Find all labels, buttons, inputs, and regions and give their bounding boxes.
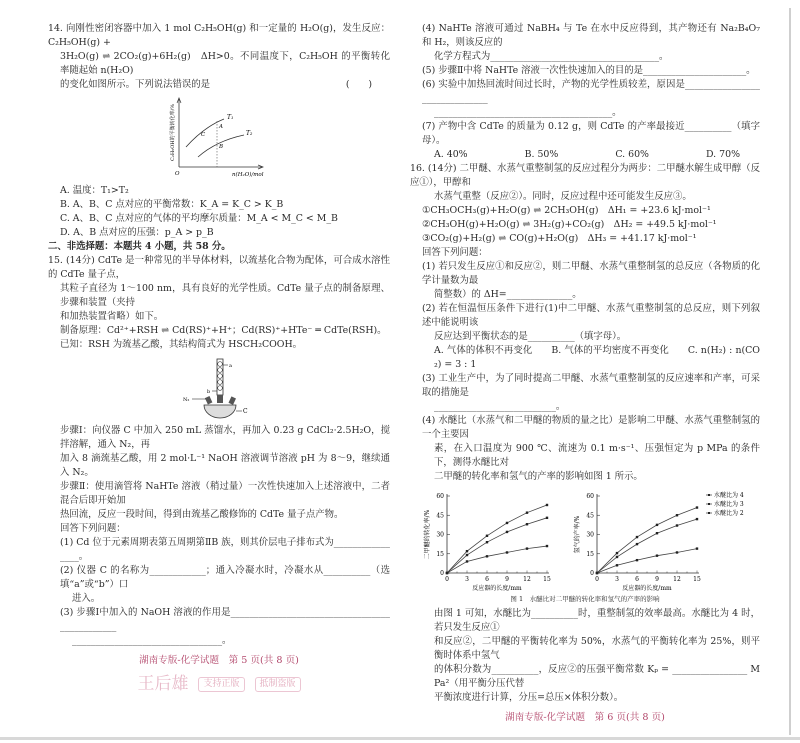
series-line-1	[597, 508, 697, 573]
q16-line: 和反应②，二甲醚的平衡转化率为 50%，水蒸气的平衡转化率为 25%，则平衡时体系中氢气	[434, 636, 760, 661]
q16-line: (3) 工业生产中，为了同时提高二甲醚、水蒸气重整制氢的反应速率和产率，可采取的措施是	[422, 373, 760, 398]
data-point	[636, 536, 638, 538]
q14-stem-line: 3H₂O(g) ⇌ 2CO₂(g)+6H₂(g) ΔH>0。不同温度下，C₂H₅OH 的平衡转化率随起始 n(H₂O)	[60, 51, 390, 76]
data-point	[466, 550, 468, 552]
footer-page-5: 湖南专版-化学试题 第 5 页(共 8 页)	[139, 655, 299, 666]
footer-page-6: 湖南专版-化学试题 第 6 页(共 8 页)	[505, 712, 665, 723]
y-tick-label: 45	[586, 512, 594, 520]
q16-line: 水蒸气重整（反应②）。同时，反应过程中还可能发生反应③。	[434, 191, 692, 202]
legend-label: 水醚比为 4	[714, 492, 744, 499]
chart-h2-yield	[560, 488, 760, 594]
q16-line: 16. (14分) 二甲醚、水蒸气重整制氢的反应过程分为两步：二甲醚水解生成甲醇（反应①），甲醇和	[410, 163, 760, 188]
data-point	[486, 555, 488, 557]
data-point	[486, 535, 488, 537]
data-point	[466, 560, 468, 562]
data-point	[676, 524, 678, 526]
data-point	[526, 547, 528, 549]
y-tick-label: 60	[436, 493, 444, 500]
data-point	[466, 554, 468, 556]
q16-line: (1) 若只发生反应①和反应②，则二甲醚、水蒸气重整制氢的总反应（各物质的化学计量数为最	[422, 261, 760, 286]
q14-ylabel: C₂H₅OH的平衡转化率/%	[170, 103, 176, 161]
q16-line: 反应达到平衡状态的是__________（填字母）。	[434, 331, 627, 342]
data-point	[506, 551, 508, 553]
legend-label: 水醚比为 2	[714, 510, 744, 517]
q15-sub-question: (7) 产物中含 CdTe 的质量为 0.12 g，则 CdTe 的产率最接近__________（填字母）。	[422, 121, 760, 146]
x-tick-label: 15	[543, 576, 551, 583]
q16-option: A. 气体的体积不再变化 B. 气体的平均密度不再变化 C. n(H₂) : n(CO₂) = 3 : 1	[434, 345, 760, 370]
legend-marker	[708, 512, 710, 514]
q16-line: 的体积分数为__________，反应②的压强平衡常数 Kₚ = ________________ MPa²（用平衡分压代替	[434, 664, 760, 689]
data-point	[446, 572, 448, 574]
y-tick-label: 0	[590, 570, 594, 577]
q14-label-t2: T₂	[246, 130, 253, 137]
y-tick-label: 0	[440, 570, 444, 577]
data-point	[656, 554, 658, 556]
data-point	[526, 523, 528, 525]
q14-option: A. 温度：T₁>T₂	[60, 185, 129, 196]
flask-neck	[228, 396, 235, 404]
x-tick-label: 12	[523, 576, 531, 583]
q14-origin: O	[175, 171, 180, 177]
data-point	[526, 511, 528, 513]
q15-7-option: A. 40%	[434, 149, 468, 160]
q15-7-option: B. 50%	[524, 149, 559, 160]
q16-equation: ①CH₃OCH₃(g)+H₂O(g) ⇌ 2CH₃OH(g) ΔH₁ = +23.6 kJ·mol⁻¹	[422, 205, 711, 216]
q16-line: 二甲醚的转化率和氢气的产率的影响如图 1 所示。	[434, 471, 643, 482]
data-point	[696, 518, 698, 520]
data-point	[546, 517, 548, 519]
q15-step-line: 步骤Ⅱ：使用滴管将 NaHTe 溶液（稍过量）一次性快速加入上述溶液中，二者混合后即开始加	[60, 481, 390, 506]
apparatus-label-b: b	[206, 389, 210, 395]
legend-marker	[708, 494, 710, 496]
q15-step-line: 步骤Ⅰ：向仪器 C 中加入 250 mL 蒸馏水，再加入 0.23 g CdCl₂·2.5H₂O，搅拌溶解，通入 N₂，再	[60, 425, 390, 450]
figure-1-caption: 图 1 水醚比对二甲醚的转化率和氢气的产率的影响	[510, 595, 660, 603]
q16-line: 简整数）的 ΔH=______________。	[434, 289, 582, 300]
q15-sub-question: 化学方程式为____________________________________。	[434, 51, 669, 62]
q14-xlabel: n(H₂O)/mol	[232, 172, 264, 178]
q14-stem-line: 14. 向刚性密闭容器中加入 1 mol C₂H₅OH(g) 和一定量的 H₂O(g)，发生反应：C₂H₅OH(g) +	[48, 23, 390, 48]
q15-answer-blank[interactable]: ______________________________________。	[434, 107, 622, 118]
y-axis-label: 氢气的产率/%	[574, 515, 581, 554]
q15-stem-line: 其粒子直径为 1～100 nm，具有良好的光学性质。CdTe 量子点的制备原理、步骤和装置（夹持	[60, 283, 390, 308]
y-tick-label: 15	[586, 550, 594, 558]
data-point	[616, 552, 618, 554]
q15-known: 已知：RSH 为巯基乙酸，其结构简式为 HSCH₂COOH。	[60, 339, 303, 350]
q15-answer-blank[interactable]: ________________________________。	[72, 635, 232, 646]
apparatus-label-n2: N₂	[182, 397, 189, 403]
y-tick-label: 30	[436, 531, 444, 539]
data-point	[506, 531, 508, 533]
y-tick-label: 60	[586, 493, 594, 500]
legend-marker	[708, 503, 710, 505]
q15-stem-line: 15. (14分) CdTe 是一种常见的半导体材料，以巯基化合物为配体，可合成水溶性的 CdTe 量子点，	[48, 255, 390, 280]
flask-neck	[204, 396, 211, 404]
x-tick-label: 3	[615, 576, 619, 583]
q14-label-t1: T₁	[227, 114, 234, 121]
chart-dme-conversion	[410, 488, 560, 594]
q15-step-line: 热回流，反应一段时间，得到由巯基乙酸修饰的 CdTe 量子点产物。	[60, 509, 344, 520]
section-heading: 二、非选择题：本题共 4 小题，共 58 分。	[48, 241, 231, 252]
x-tick-label: 6	[635, 576, 639, 583]
data-point	[676, 514, 678, 516]
y-tick-label: 30	[586, 531, 594, 539]
flask-neck	[217, 395, 223, 403]
q16-answer-blank[interactable]: __________________________。	[434, 401, 566, 412]
y-axis-label: 二甲醚的转化率/%	[424, 509, 431, 560]
q16-equation: ②CH₃OH(g)+H₂O(g) ⇌ 3H₂(g)+CO₂(g) ΔH₂ = +49.5 kJ·mol⁻¹	[422, 219, 717, 230]
figure-1	[410, 488, 760, 594]
q16-line: (4) 水醚比（水蒸气和二甲醚的物质的量之比）是影响二甲醚、水蒸气重整制氢的一个主要因	[422, 415, 760, 440]
x-tick-label: 0	[595, 576, 599, 583]
x-tick-label: 15	[693, 576, 701, 583]
q14-answer-bracket[interactable]: ( )	[345, 79, 372, 90]
x-axis-label: 反应器的长度/mm	[622, 585, 672, 592]
q15-sub-question: (4) NaHTe 溶液可通过 NaBH₄ 与 Te 在水中反应得到，其产物还有 Na₂B₄O₇ 和 H₂，则该反应的	[422, 23, 760, 48]
x-tick-label: 9	[505, 576, 509, 583]
data-point	[636, 543, 638, 545]
q15-sub-question: 进入。	[72, 593, 101, 604]
q14-option: D. A、B 点对应的压强：p_A > p_B	[60, 227, 214, 238]
left-page	[48, 0, 390, 712]
q14-option: B. A、B、C 点对应的平衡常数：K_A = K_C > K_B	[60, 199, 284, 210]
x-axis-label: 反应器的长度/mm	[472, 585, 522, 592]
right-page	[410, 0, 760, 743]
q15-7-option: C. 60%	[615, 149, 649, 160]
data-point	[546, 504, 548, 506]
q16-line: 平衡浓度进行计算，分压=总压×体积分数）。	[434, 692, 624, 703]
x-tick-label: 9	[655, 576, 659, 583]
data-point	[676, 551, 678, 553]
q15-sub-question: (1) Cd 位于元素周期表第五周期第ⅡB 族，则其价层电子排布式为________________。	[60, 537, 390, 562]
data-point	[506, 522, 508, 524]
q15-7-option: D. 70%	[706, 149, 740, 160]
q14-option: C. A、B、C 点对应的气体的平均摩尔质量：M_A < M_C < M_B	[60, 213, 338, 224]
x-tick-label: 3	[465, 576, 469, 583]
q14-stem-line: 的变化如图所示。下列说法错误的是	[60, 79, 211, 90]
series-line-1	[447, 505, 547, 573]
q14-point-a: A	[219, 124, 223, 130]
q15-sub-question: (2) 仪器 C 的名称为____________；通入冷凝水时，冷凝水从__________（选填“a”或“b”）口	[60, 565, 390, 590]
condenser-bulbs	[217, 362, 222, 391]
data-point	[486, 541, 488, 543]
q15-step-line: 加入 8 滴巯基乙酸，用 2 mol·L⁻¹ NaOH 溶液调节溶液 pH 为 8～9，继续通入 N₂。	[60, 453, 390, 478]
q15-sub-question: (6) 实验中加热回流时间过长时，产物的光学性质较差，原因是______________________________	[422, 79, 760, 104]
watermark-slogan-2: 抵制盗版	[255, 677, 301, 692]
q14-point-c: C	[201, 132, 206, 138]
q14-point-b: B	[219, 144, 224, 150]
y-tick-label: 15	[436, 550, 444, 558]
q16-line: (2) 若在恒温恒压条件下进行(1)中二甲醚、水蒸气重整制氢的总反应，则下列叙述中能说明该	[422, 303, 760, 328]
data-point	[636, 559, 638, 561]
apparatus-diagram	[182, 355, 257, 421]
q16-line: 由图 1 可知，水醚比为__________时，重整制氢的效率最高。水醚比为 4 时，若只发生反应①	[434, 608, 760, 633]
data-point	[546, 545, 548, 547]
data-point	[656, 532, 658, 534]
data-point	[616, 556, 618, 558]
data-point	[696, 506, 698, 508]
x-tick-label: 12	[673, 576, 681, 583]
watermark-slogan-1: 支持正版	[198, 677, 244, 692]
data-point	[696, 547, 698, 549]
three-neck-flask	[204, 405, 236, 418]
page-right-edge	[789, 8, 791, 735]
apparatus-label-a: a	[228, 363, 232, 369]
q16-line: 回答下列问题：	[422, 247, 488, 258]
q15-principle: 制备原理：Cd²⁺+RSH ⇌ Cd(RS)⁺+H⁺；Cd(RS)⁺+HTe⁻ ═ CdTe(RSH)。	[60, 325, 387, 336]
legend-label: 水醚比为 3	[714, 501, 744, 508]
data-point	[616, 564, 618, 566]
q16-line: 素，在入口温度为 900 ℃、流速为 0.1 m·s⁻¹、压强恒定为 p MPa 的条件下，测得水醚比对	[434, 443, 760, 468]
page-bottom-edge	[0, 737, 800, 740]
q16-equation: ③CO₂(g)+H₂(g) ⇌ CO(g)+H₂O(g) ΔH₃ = +41.17 kJ·mol⁻¹	[422, 233, 697, 244]
q15-stem-line: 和加热装置省略）如下。	[60, 311, 164, 322]
x-tick-label: 0	[445, 576, 449, 583]
q15-sub-question: (5) 步骤Ⅱ中将 NaHTe 溶液一次性快速加入的目的是______________________。	[422, 65, 756, 76]
q14-graph	[164, 95, 274, 181]
data-point	[656, 524, 658, 526]
watermark-stamp	[48, 674, 390, 694]
q15-sub-question: (3) 步骤Ⅰ中加入的 NaOH 溶液的作用是______________________________________________	[60, 607, 390, 632]
x-tick-label: 6	[485, 576, 489, 583]
q15-answer-prompt: 回答下列问题：	[60, 523, 126, 534]
watermark-brand: 王后雄	[137, 674, 189, 694]
q15-7-options	[410, 148, 760, 162]
data-point	[596, 572, 598, 574]
y-tick-label: 45	[436, 512, 444, 520]
apparatus-label-c: C	[242, 408, 248, 415]
